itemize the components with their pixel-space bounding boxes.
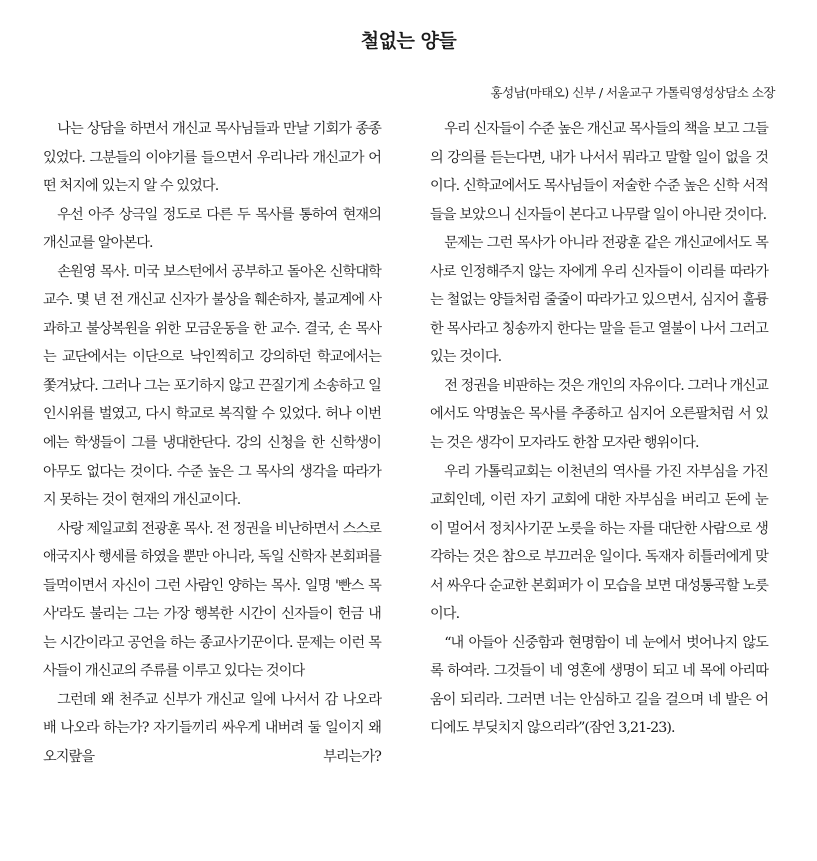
paragraph: 그런데 왜 천주교 신부가 개신교 일에 나서서 감 나오라 배 나오라 하는가? 자기들끼리 싸우게 내버려 둘 일이지 왜 오지랖을 부리는가? <box>43 691 381 766</box>
article-title: 철없는 양들 <box>360 30 457 52</box>
paragraph: 손원영 목사. 미국 보스턴에서 공부하고 돌아온 신학대학 교수. 몇 년 전 개신교 신자가 불상을 훼손하자, 불교계에 사과하고 불상복원을 위한 모금운동을 한 교수. 결국, 손 목사는 교단에서는 이단으로 낙인찍히고 강의하던 학교에서는 쫓겨났다. 그러나 그는 포기하지 않고 끈질기게 소송하고 일인시위를 벌였고, 다시 학교로 복직할 수 있었다. 허나 이번에는 학생들이 그를 냉대한단다. 강의 신청을 한 신학생이 아무도 없다는 것이다. 수준 높은 그 목사의 생각을 따라가지 못하는 것이 현재의 개신교이다. <box>43 263 381 509</box>
left-column <box>43 115 381 772</box>
paragraph: 전 정권을 비판하는 것은 개인의 자유이다. 그러나 개신교에서도 악명높은 목사를 추종하고 심지어 오른팔처럼 서 있는 것은 생각이 모자라도 한참 모자란 행위이다. <box>430 377 768 452</box>
paragraph: “내 아들아 신중함과 현명함이 네 눈에서 벗어나지 않도록 하여라. 그것들이 네 영혼에 생명이 되고 네 목에 아리따움이 되리라. 그러면 너는 안심하고 길을 걸으며 네 발은 어디에도 부딪치지 않으리라”(잠언 3,21-23). <box>430 634 768 737</box>
paragraph: 우리 신자들이 수준 높은 개신교 목사들의 책을 보고 그들의 강의를 듣는다면, 내가 나서서 뭐라고 말할 일이 없을 것이다. 신학교에서도 목사님들이 저술한 수준 높은 신학 서적들을 보았으니 신자들이 본다고 나무랄 일이 아니란 것이다. <box>430 121 768 223</box>
paragraph: 사랑 제일교회 전광훈 목사. 전 정권을 비난하면서 스스로 애국지사 행세를 하였을 뿐만 아니라, 독일 신학자 본회퍼를 들먹이면서 자신이 그런 사람인 양하는 목사. 일명 '빤스 목사'라도 불리는 그는 가장 행복한 시간이 신자들이 헌금 내는 시간이라고 공언을 하는 종교사기꾼이다. 문제는 이런 목사들이 개신교의 주류를 이루고 있다는 것이다 <box>43 520 381 680</box>
paragraph: 문제는 그런 목사가 아니라 전광훈 같은 개신교에서도 목사로 인정해주지 않는 자에게 우리 신자들이 이리를 따라가는 철없는 양들처럼 줄줄이 따라가고 있으면서, 심지어 훌륭한 목사라고 칭송까지 한다는 말을 듣고 열불이 나서 그러고 있는 것이다. <box>430 235 768 366</box>
author-byline: 홍성남(마태오) 신부 / 서울교구 가톨릭영성상담소 소장 <box>490 85 775 100</box>
right-column <box>430 115 768 743</box>
paragraph: 우선 아주 상극일 정도로 다른 두 목사를 통하여 현재의 개신교를 알아본다. <box>43 206 381 252</box>
paragraph: 나는 상담을 하면서 개신교 목사님들과 만날 기회가 종종 있었다. 그분들의 이야기를 들으면서 우리나라 개신교가 어떤 처지에 있는지 알 수 있었다. <box>43 121 381 195</box>
paragraph: 우리 가톨릭교회는 이천년의 역사를 가진 자부심을 가진 교회인데, 이런 자기 교회에 대한 자부심을 버리고 돈에 눈이 멀어서 정치사기꾼 노릇을 하는 자를 대단한 사람으로 생각하는 것은 참으로 부끄러운 일이다. 독재자 히틀러에게 맞서 싸우다 순교한 본회퍼가 이 모습을 보면 대성통곡할 노릇이다. <box>430 463 768 623</box>
